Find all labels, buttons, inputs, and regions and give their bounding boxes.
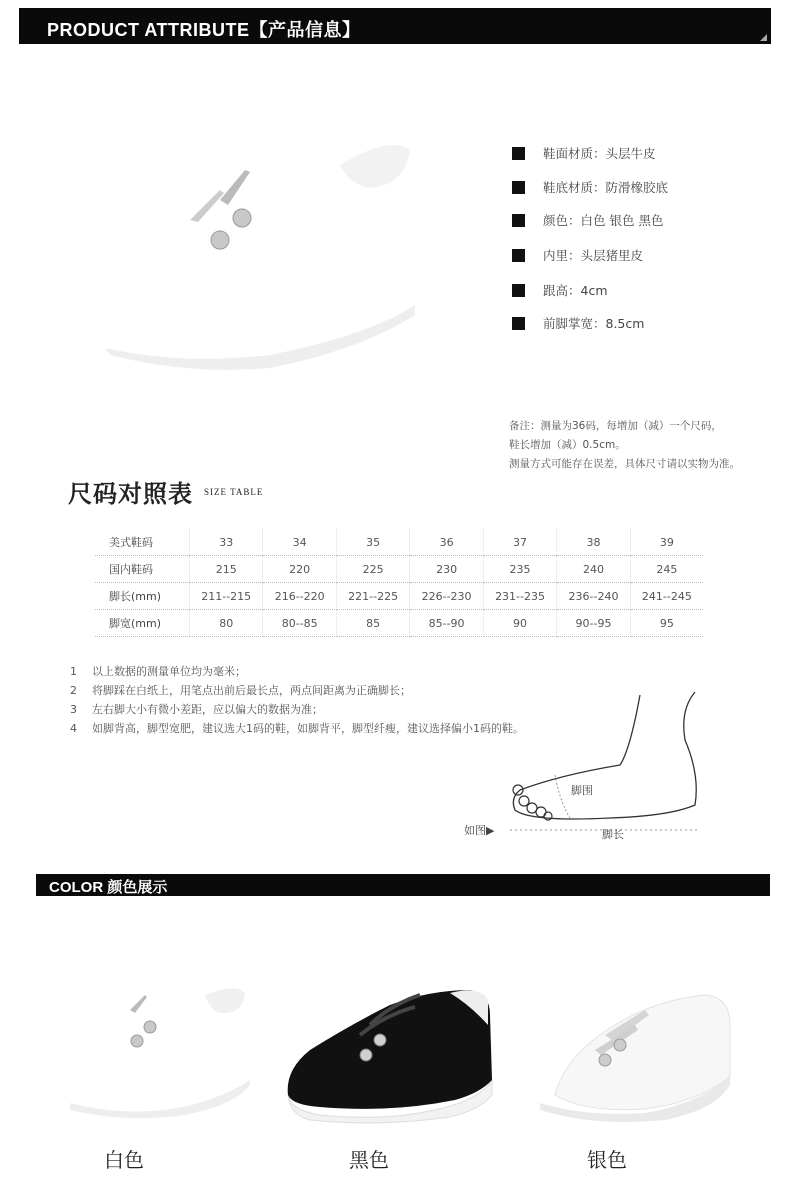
footnote-item [70, 701, 323, 717]
table-cell: 221--225 [336, 583, 409, 610]
header-title: PRODUCT ATTRIBUTE【产品信息】 [47, 20, 361, 40]
footnote-text: 将脚踩在白纸上，用笔点出前后最长点，两点间距离为正确脚长； [92, 684, 411, 697]
bullet-square-icon [512, 249, 525, 262]
table-cell: 36 [410, 529, 483, 556]
color-label-silver: 银色 [587, 1148, 627, 1172]
table-cell: 211--215 [190, 583, 263, 610]
table-cell: 90--95 [557, 610, 630, 637]
note-line: 备注：测量为36码，每增加（减）一个尺码， [509, 420, 722, 432]
table-cell: 38 [557, 529, 630, 556]
table-cell: 241--245 [630, 583, 703, 610]
table-cell: 235 [483, 556, 556, 583]
table-cell: 216--220 [263, 583, 336, 610]
note-line: 鞋长增加（减）0.5cm。 [509, 439, 626, 451]
white-shoe-thumbnail[interactable] [65, 985, 255, 1125]
table-cell: 80 [190, 610, 263, 637]
bullet-square-icon [512, 317, 525, 330]
foot-length-label: 脚长 [602, 828, 624, 841]
foot-girth-label: 脚围 [571, 784, 593, 797]
attribute-heel-height [512, 279, 608, 301]
table-cell: 220 [263, 556, 336, 583]
table-cell: 240 [557, 556, 630, 583]
table-cell: 34 [263, 529, 336, 556]
table-cell: 美式鞋码 [95, 529, 190, 556]
table-row [95, 556, 703, 583]
table-cell: 225 [336, 556, 409, 583]
size-table-title: 尺码对照表 [68, 479, 193, 508]
color-label-white: 白色 [104, 1148, 144, 1172]
table-cell: 脚宽(mm) [95, 610, 190, 637]
footnote-text: 左右脚大小有微小差距，应以偏大的数据为准； [92, 703, 323, 716]
white-shoe-image [70, 110, 420, 390]
table-cell: 37 [483, 529, 556, 556]
footnote-text: 如脚背高，脚型宽肥，建议选大1码的鞋，如脚背平，脚型纤瘦，建议选择偏小1码的鞋。 [92, 722, 524, 735]
table-row [95, 529, 703, 556]
attribute-text: 内里：头层猪里皮 [543, 248, 644, 263]
attribute-text: 前脚掌宽：8.5cm [543, 316, 645, 331]
color-label-black: 黑色 [349, 1148, 389, 1172]
table-cell: 85--90 [410, 610, 483, 637]
table-row [95, 583, 703, 610]
footnote-item [70, 663, 246, 679]
product-attribute-header [19, 8, 771, 44]
table-cell: 230 [410, 556, 483, 583]
table-cell: 231--235 [483, 583, 556, 610]
black-shoe-thumbnail[interactable] [280, 985, 500, 1125]
footnote-item [70, 720, 524, 736]
footnote-number: 3 [70, 703, 77, 716]
bullet-square-icon [512, 214, 525, 227]
attribute-forefoot-width [512, 312, 644, 334]
table-cell: 245 [630, 556, 703, 583]
attribute-colors [512, 209, 663, 231]
attribute-text: 颜色：白色 银色 黑色 [543, 213, 664, 228]
footnote-number: 1 [70, 665, 77, 678]
table-cell: 236--240 [557, 583, 630, 610]
size-table-subtitle: SIZE TABLE [204, 487, 264, 497]
table-cell: 95 [630, 610, 703, 637]
attribute-upper-material [512, 142, 656, 164]
bullet-square-icon [512, 147, 525, 160]
table-cell: 215 [190, 556, 263, 583]
corner-triangle-icon [760, 34, 767, 41]
note-line: 测量方式可能存在误差，具体尺寸请以实物为准。 [509, 458, 740, 470]
bullet-square-icon [512, 181, 525, 194]
attribute-lining [512, 244, 643, 266]
table-row [95, 610, 703, 637]
footnote-text: 以上数据的测量单位均为毫米； [92, 665, 246, 678]
table-cell: 脚长(mm) [95, 583, 190, 610]
size-table [95, 529, 703, 637]
attribute-text: 鞋面材质：头层牛皮 [543, 146, 656, 161]
bullet-square-icon [512, 284, 525, 297]
color-section-header [36, 874, 770, 896]
footnote-item [70, 682, 411, 698]
table-cell: 35 [336, 529, 409, 556]
footnote-number: 4 [70, 722, 77, 735]
silver-shoe-thumbnail[interactable] [535, 985, 735, 1135]
footnote-number: 2 [70, 684, 77, 697]
color-section-title: COLOR 颜色展示 [49, 879, 168, 896]
table-cell: 226--230 [410, 583, 483, 610]
table-cell: 90 [483, 610, 556, 637]
as-shown-label: 如图▶ [464, 824, 495, 837]
attribute-text: 跟高：4cm [543, 283, 608, 298]
table-cell: 80--85 [263, 610, 336, 637]
table-cell: 33 [190, 529, 263, 556]
attribute-sole-material [512, 176, 668, 198]
table-cell: 国内鞋码 [95, 556, 190, 583]
table-cell: 85 [336, 610, 409, 637]
table-cell: 39 [630, 529, 703, 556]
attribute-text: 鞋底材质：防滑橡胶底 [543, 180, 669, 195]
